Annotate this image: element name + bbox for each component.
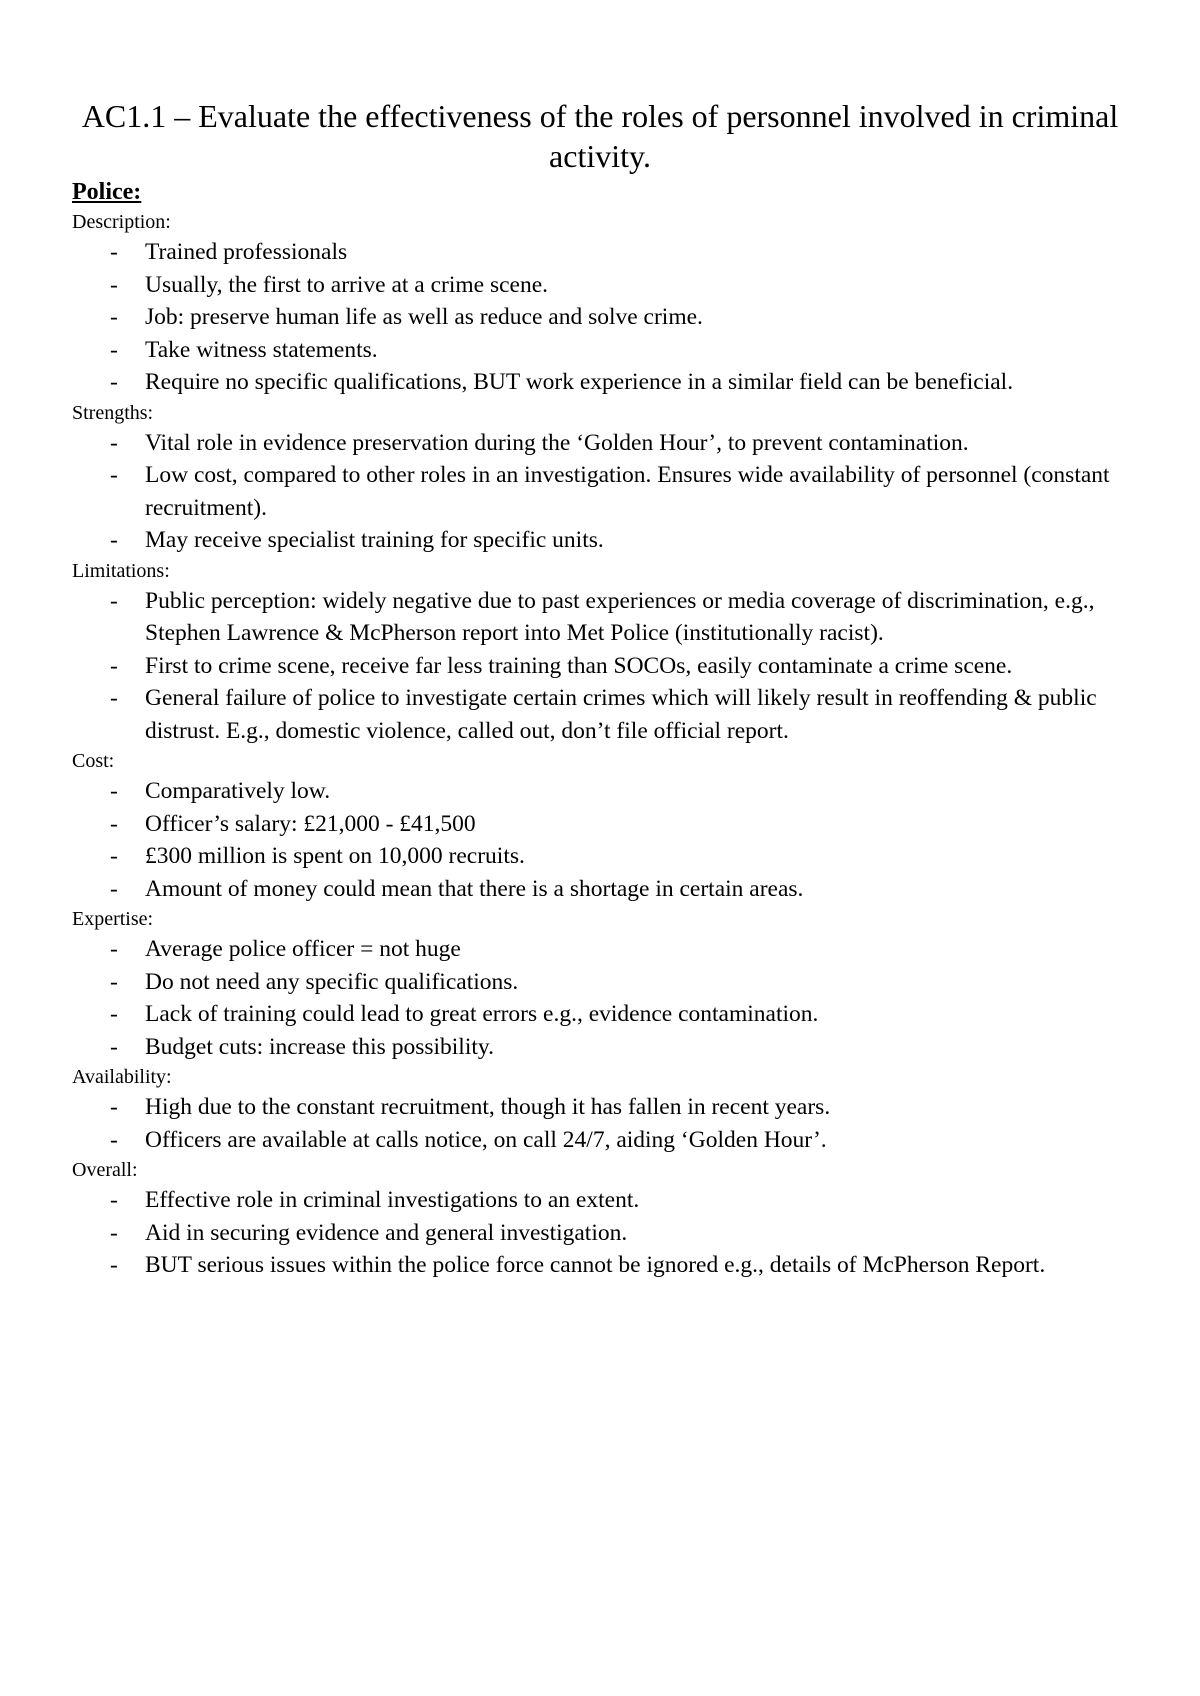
list-item: [72, 775, 1132, 808]
list-item-text: May receive specialist training for specific units.: [145, 527, 604, 553]
section-label: Expertise:: [72, 908, 154, 930]
list-item: [72, 585, 1132, 650]
bullet-dash-icon: -: [110, 1126, 118, 1153]
list-item-text: Effective role in criminal investigations to an extent.: [145, 1187, 640, 1213]
list-item: [72, 840, 1132, 873]
list-item-text: Trained professionals: [145, 239, 348, 265]
list-item-text: Job: preserve human life as well as reduce and solve crime.: [145, 304, 703, 330]
bullet-list: [72, 427, 1132, 557]
list-item: [72, 1091, 1132, 1124]
list-item-text: BUT serious issues within the police force cannot be ignored e.g., details of McPherson Report.: [145, 1252, 1046, 1278]
list-item-text: Officers are available at calls notice, on call 24/7, aiding ‘Golden Hour’.: [145, 1126, 827, 1153]
document-body: [72, 176, 1132, 1282]
list-item-text: Low cost, compared to other roles in an investigation. Ensures wide availability of personnel (constant recruitment).: [145, 462, 1110, 521]
list-item: [72, 682, 1132, 747]
list-item: [72, 334, 1132, 367]
list-item: [72, 427, 1132, 460]
list-item-text: Lack of training could lead to great errors e.g., evidence contamination.: [145, 1001, 819, 1027]
list-item: [72, 1217, 1132, 1250]
list-item: [72, 650, 1132, 683]
bullet-dash-icon: -: [110, 1187, 118, 1213]
section-overall: [72, 1156, 1132, 1282]
bullet-dash-icon: -: [110, 968, 118, 995]
section-cost: [72, 747, 1132, 905]
list-item-text: Take witness statements.: [145, 336, 378, 363]
list-item: [72, 366, 1132, 399]
section-label: Cost:: [72, 750, 115, 772]
list-item-text: Comparatively low.: [145, 778, 331, 804]
section-description: [72, 208, 1132, 399]
list-item: [72, 998, 1132, 1031]
bullet-dash-icon: -: [110, 875, 118, 902]
bullet-dash-icon: -: [110, 527, 118, 553]
section-availability: [72, 1063, 1132, 1156]
bullet-dash-icon: -: [110, 936, 118, 962]
bullet-dash-icon: -: [110, 843, 118, 869]
bullet-list: [72, 585, 1132, 748]
list-item: [72, 933, 1132, 966]
list-item-text: Public perception: widely negative due to past experiences or media coverage of discrimination, e.g., Stephen Lawrence & McPherson report into Met Police (institutionally racist).: [145, 587, 1095, 646]
list-item-text: Budget cuts: increase this possibility.: [145, 1033, 494, 1060]
list-item-text: Average police officer = not huge: [145, 936, 461, 962]
bullet-dash-icon: -: [110, 810, 118, 837]
list-item-text: Usually, the first to arrive at a crime scene.: [145, 271, 549, 298]
list-item: [72, 269, 1132, 302]
bullet-list: [72, 236, 1132, 399]
list-item: [72, 459, 1132, 524]
bullet-dash-icon: -: [110, 778, 118, 804]
list-item-text: High due to the constant recruitment, though it has fallen in recent years.: [145, 1094, 831, 1120]
list-item-text: Aid in securing evidence and general investigation.: [145, 1219, 628, 1246]
bullet-dash-icon: -: [110, 1252, 118, 1278]
section-strengths: [72, 399, 1132, 557]
section-label: Availability:: [72, 1066, 172, 1088]
section-heading-police: Police:: [72, 179, 142, 205]
bullet-dash-icon: -: [110, 429, 118, 456]
bullet-dash-icon: -: [110, 1001, 118, 1027]
list-item: [72, 1124, 1132, 1157]
list-item-text: First to crime scene, receive far less training than SOCOs, easily contaminate a crime scene.: [145, 652, 1013, 679]
list-item: [72, 1031, 1132, 1064]
list-item-text: Require no specific qualifications, BUT work experience in a similar field can be beneficial.: [145, 369, 1014, 395]
list-item: [72, 873, 1132, 906]
bullet-dash-icon: -: [110, 587, 118, 614]
list-item-text: Vital role in evidence preservation during the ‘Golden Hour’, to prevent contamination.: [145, 429, 969, 456]
bullet-dash-icon: -: [110, 1094, 118, 1120]
bullet-dash-icon: -: [110, 271, 118, 298]
list-item-text: Amount of money could mean that there is a shortage in certain areas.: [145, 875, 804, 902]
list-item: [72, 1184, 1132, 1217]
bullet-dash-icon: -: [110, 685, 118, 711]
bullet-dash-icon: -: [110, 462, 118, 488]
list-item: [72, 301, 1132, 334]
bullet-list: [72, 775, 1132, 905]
list-item: [72, 1249, 1132, 1282]
bullet-dash-icon: -: [110, 1219, 118, 1246]
bullet-list: [72, 933, 1132, 1063]
bullet-dash-icon: -: [110, 336, 118, 363]
page-title: AC1.1 – Evaluate the effectiveness of the roles of personnel involved in criminal activity.: [81, 98, 1119, 174]
sections-container: [72, 208, 1132, 1282]
list-item-text: Officer’s salary: £21,000 - £41,500: [145, 810, 476, 837]
list-item: [72, 524, 1132, 557]
section-label: Description:: [72, 211, 171, 233]
list-item: [72, 236, 1132, 269]
list-item-text: £300 million is spent on 10,000 recruits.: [145, 843, 525, 869]
section-limitations: [72, 557, 1132, 748]
bullet-dash-icon: -: [110, 304, 118, 330]
bullet-dash-icon: -: [110, 239, 118, 265]
section-expertise: [72, 905, 1132, 1063]
section-label: Limitations:: [72, 559, 170, 582]
section-label: Strengths:: [72, 401, 154, 424]
bullet-list: [72, 1091, 1132, 1156]
bullet-list: [72, 1184, 1132, 1282]
list-item: [72, 966, 1132, 999]
bullet-dash-icon: -: [110, 652, 118, 679]
section-label: Overall:: [72, 1159, 138, 1181]
bullet-dash-icon: -: [110, 1033, 118, 1060]
list-item-text: Do not need any specific qualifications.: [145, 968, 519, 995]
bullet-dash-icon: -: [110, 369, 118, 395]
list-item-text: General failure of police to investigate certain crimes which will likely result in reoffending & public distrust. E.g., domestic violence, called out, don’t file official report.: [145, 685, 1097, 744]
list-item: [72, 808, 1132, 841]
